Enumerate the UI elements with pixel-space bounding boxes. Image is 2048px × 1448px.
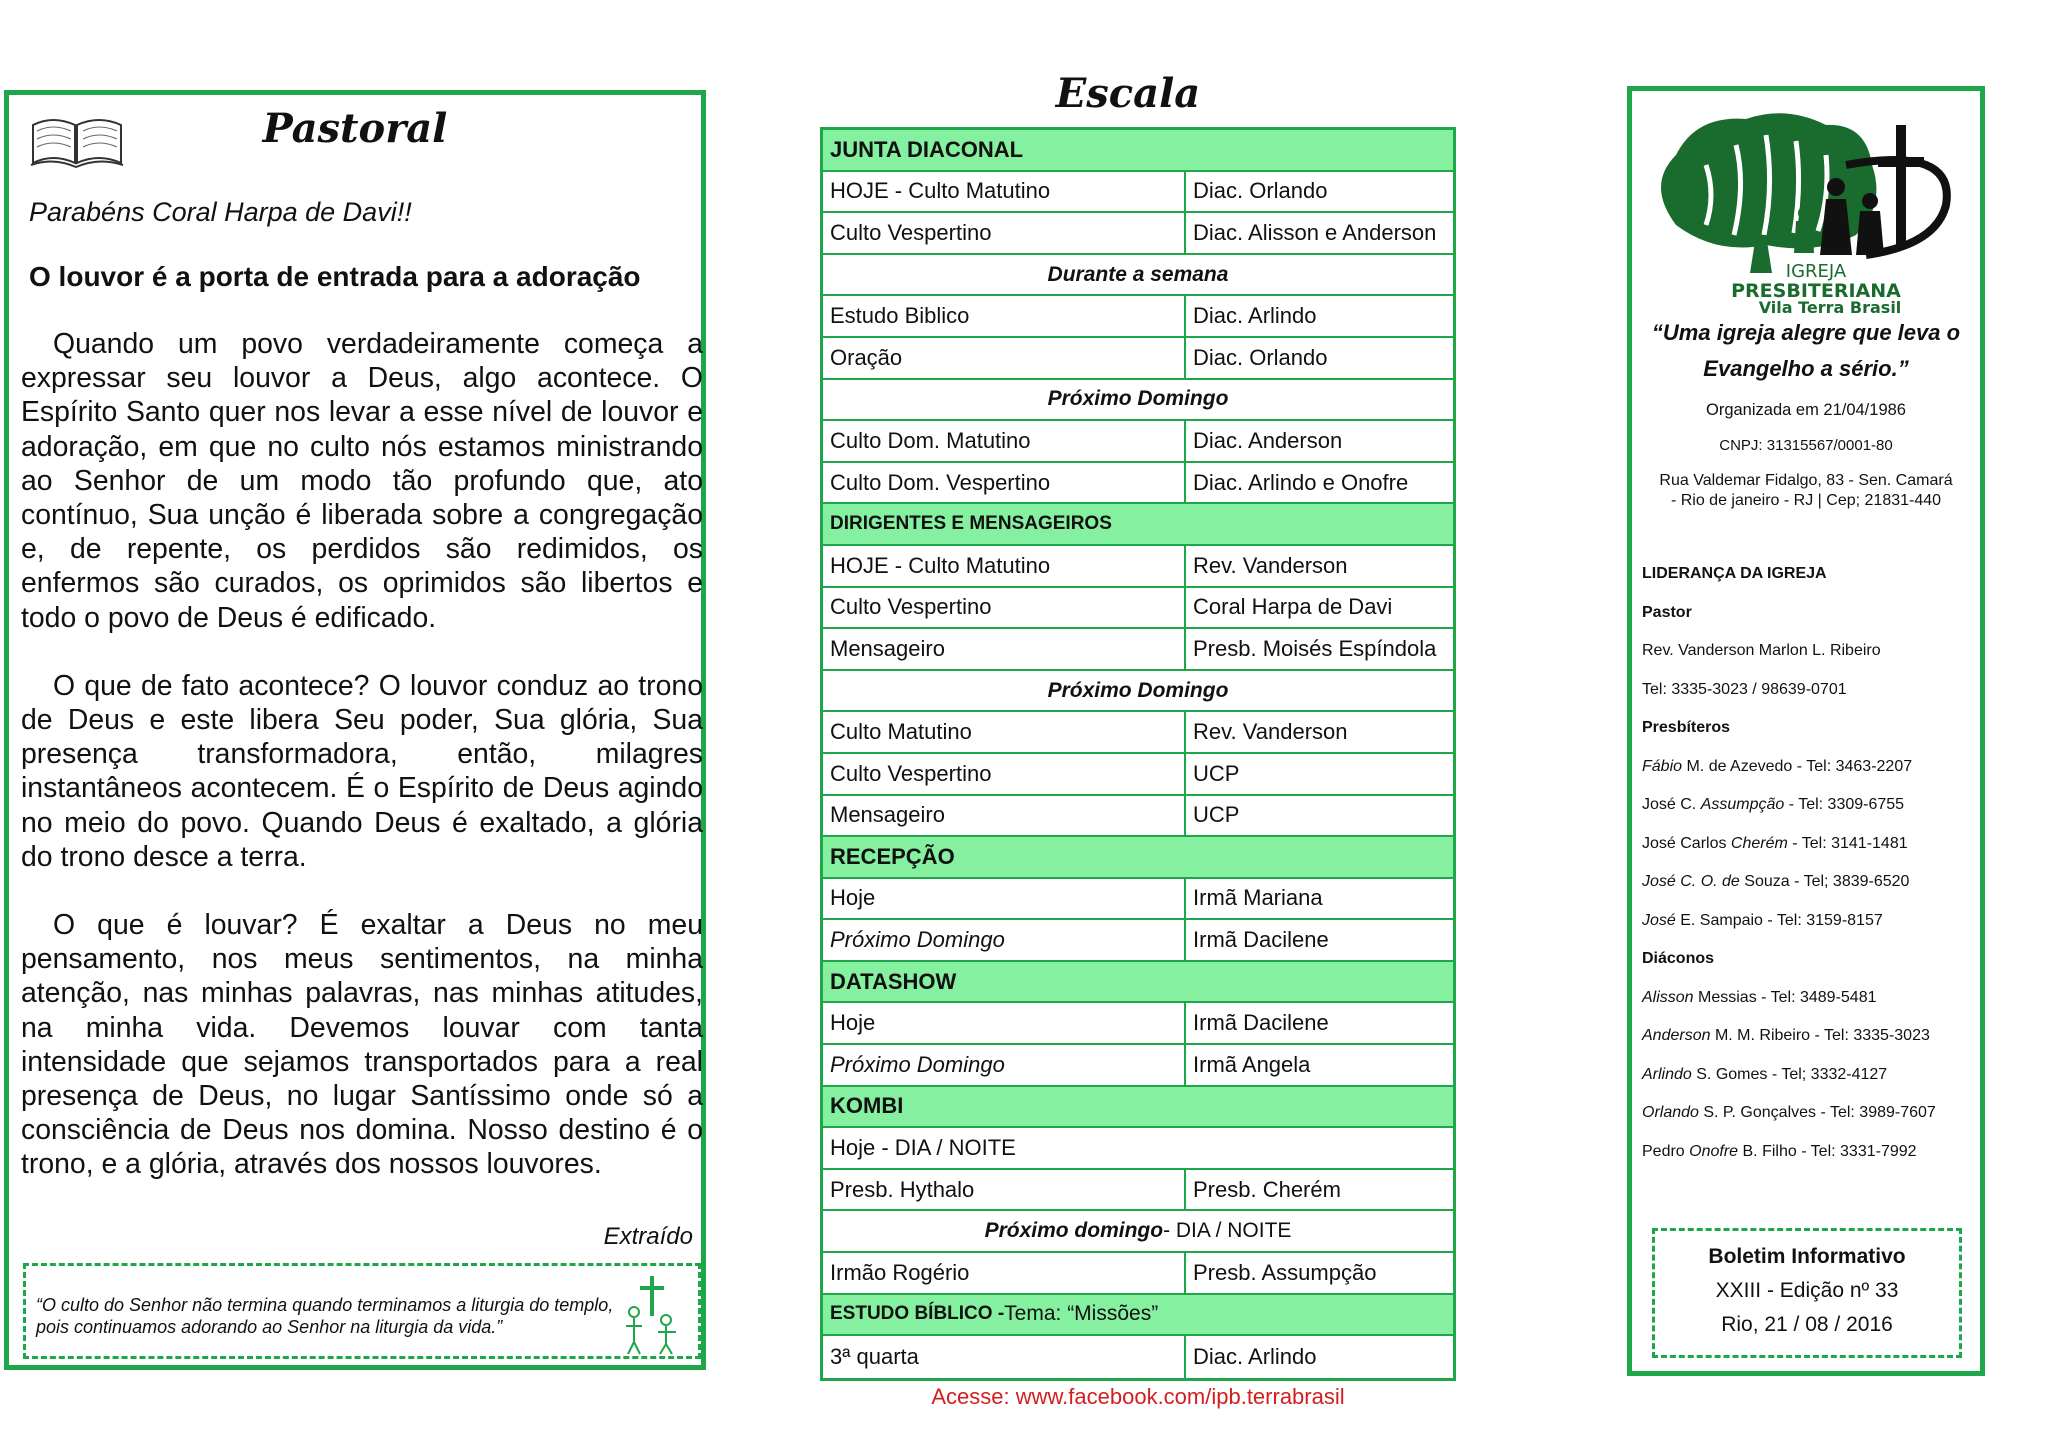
leadership-entry (1642, 758, 1982, 797)
row-person: Rev. Vanderson (1193, 552, 1348, 578)
leadership-entry (1642, 873, 1982, 912)
entry-text: E. Sampaio - Tel: 3159-8157 (1675, 911, 1883, 929)
row-activity: Culto Dom. Vespertino (823, 463, 1186, 503)
article-paragraph-2: O que de fato acontece? O louvor conduz ao trono de Deus e este libera Seu poder, Sua glória, Sua presença transformadora, então, milagres instantâneos acontecem. É o Espírito de Deus agindo no meio do povo. Quando Deus é exaltado, a glória do trono desce a terra. (21, 669, 703, 873)
entry-italic: José C. O. de (1642, 873, 1740, 890)
logo-line-2: PRESBITERIANA (1731, 280, 1901, 302)
entry-text: S. Gomes - Tel; 3332-4127 (1691, 1065, 1888, 1083)
leadership-heading (1642, 565, 1982, 604)
church-logo-icon (1646, 105, 1966, 315)
church-logo-small-icon (620, 1272, 686, 1356)
row-activity: 3ª quarta (823, 1336, 1186, 1378)
row-activity: Estudo Biblico (823, 296, 1186, 336)
bulletin-edition: XXIII - Edição nº 33 (1715, 1279, 1899, 1302)
entry-italic: Onofre (1689, 1142, 1739, 1160)
section-header (823, 837, 1453, 879)
table-row (823, 796, 1453, 838)
row-activity: HOJE - Culto Matutino (823, 172, 1186, 212)
row-activity: Próximo Domingo (823, 1045, 1186, 1085)
entry-text: - Tel: 3141-1481 (1787, 834, 1908, 852)
article-heading: O louvor é a porta de entrada para a adoração (29, 261, 641, 292)
row-person: Rev. Vanderson (1193, 719, 1348, 745)
table-row (823, 879, 1453, 921)
entry-text: Presbíteros (1642, 719, 1731, 736)
entry-text: B. Filho - Tel: 3331-7992 (1738, 1142, 1917, 1160)
row-activity: Mensageiro (823, 796, 1186, 836)
pastoral-title: Pastoral (262, 105, 448, 152)
leadership-heading (1642, 950, 1982, 989)
logo-line-1: IGREJA (1785, 261, 1847, 282)
row-person: Diac. Arlindo (1193, 303, 1317, 329)
leadership-entry (1642, 1066, 1982, 1105)
quote-text: “O culto do Senhor não termina quando terminamos a liturgia do templo, pois continuamos adorando ao Senhor na liturgia da vida.” (36, 1295, 614, 1337)
motto-line-1: “Uma igreja alegre que leva o (1651, 320, 1961, 345)
article-paragraph-3: O que é louvar? É exaltar a Deus no meu pensamento, nos meus sentimentos, na minha atenção, nas minhas palavras, nas minhas atitudes, na minha vida. Devemos louvar com tanta intensidade que sejamos transportados para a real presença de Deus, no lugar Santíssimo onde só a consciência de Deus nos domina. Nosso destino é o trono, e a glória, através dos nossos louvores. (21, 909, 703, 1181)
row-activity: Próximo Domingo (823, 920, 1186, 960)
church-info-panel (1627, 86, 1985, 1376)
leadership-entry (1642, 681, 1982, 720)
source-label: Extraído (603, 1223, 693, 1250)
leadership-entry (1642, 796, 1982, 835)
leadership-heading (1642, 719, 1982, 758)
entry-text: M. de Azevedo - Tel: 3463-2207 (1682, 757, 1913, 775)
row-person: Irmã Angela (1193, 1051, 1311, 1077)
subsection-label: Próximo Domingo (1047, 678, 1229, 702)
row-person: Presb. Moisés Espíndola (1193, 635, 1437, 661)
entry-italic: Anderson (1642, 1027, 1711, 1044)
entry-italic: José (1642, 911, 1676, 929)
leadership-entry (1642, 1143, 1982, 1182)
address-line-2: - Rio de janeiro - RJ | Cep; 21831-440 (1670, 492, 1942, 509)
section-header (823, 1295, 1453, 1337)
table-row (823, 338, 1453, 380)
pastoral-panel (4, 90, 706, 1370)
leadership-entry (1642, 1027, 1982, 1066)
row-label: Hoje - DIA / NOITE (830, 1135, 1016, 1161)
row-activity: Culto Vespertino (823, 588, 1186, 628)
subsection-label: Próximo Domingo (1047, 387, 1229, 411)
entry-text: - Tel: 3309-6755 (1784, 796, 1905, 813)
entry-text: S. P. Gonçalves - Tel: 3989-7607 (1698, 1104, 1936, 1121)
table-row (823, 546, 1453, 588)
row-activity: Culto Vespertino (823, 213, 1186, 253)
section-header (823, 962, 1453, 1004)
subsection-header (823, 255, 1453, 297)
subsection-label: Durante a semana (1047, 262, 1229, 286)
motto-line-2: Evangelho a sério.” (1703, 356, 1909, 381)
row-activity: Irmão Rogério (823, 1253, 1186, 1293)
entry-prefix: José Carlos (1642, 834, 1731, 852)
leadership-entry (1642, 989, 1982, 1028)
table-row (823, 1253, 1453, 1295)
row-person: Diac. Arlindo e Onofre (1193, 469, 1409, 495)
quote-box (23, 1263, 701, 1359)
leadership-list (1642, 565, 1982, 1181)
row-activity: Hoje (823, 879, 1186, 919)
table-row (823, 754, 1453, 796)
entry-italic: Arlindo (1642, 1065, 1692, 1083)
leadership-heading (1642, 604, 1982, 643)
escala-title: Escala (1055, 70, 1201, 117)
address-line-1: Rua Valdemar Fidalgo, 83 - Sen. Camará (1659, 472, 1953, 489)
entry-prefix: Pedro (1642, 1142, 1690, 1160)
entry-text: Rev. Vanderson Marlon L. Ribeiro (1642, 642, 1881, 659)
bulletin-date: Rio, 21 / 08 / 2016 (1721, 1313, 1893, 1336)
row-person: Diac. Orlando (1193, 178, 1328, 204)
bulletin-title: Boletim Informativo (1708, 1245, 1906, 1268)
row-person: Diac. Orlando (1193, 344, 1328, 370)
article-paragraph-1: Quando um povo verdadeiramente começa a expressar seu louvor a Deus, algo acontece. O Espírito Santo quer nos levar a esse nível de louvor e adoração, em que no culto nós estamos ministrando ao Senhor de um modo tão profundo que, ato contínuo, Sua unção é liberada sobre a congregação e, de repente, os perdidos são redimidos, os enfermos são curados, os oprimidos são libertos e todo o povo de Deus é edificado. (21, 328, 703, 634)
row-person: Irmã Dacilene (1193, 1010, 1329, 1036)
subsection-header (823, 671, 1453, 713)
entry-italic: Cherém (1730, 834, 1788, 852)
table-row (823, 421, 1453, 463)
table-row (823, 588, 1453, 630)
row-person: Presb. Cherém (1193, 1176, 1341, 1202)
entry-text: Souza - Tel; 3839-6520 (1739, 873, 1910, 890)
subsection-suffix: - DIA / NOITE (1163, 1219, 1292, 1243)
entry-text: M. M. Ribeiro - Tel: 3335-3023 (1710, 1027, 1930, 1044)
row-activity: Mensageiro (823, 629, 1186, 669)
section-header (823, 504, 1453, 546)
row-person: Coral Harpa de Davi (1193, 594, 1393, 620)
table-row (823, 712, 1453, 754)
section-header-label: RECEPÇÃO (830, 843, 955, 869)
row-person: UCP (1193, 760, 1240, 786)
bulletin-box (1652, 1228, 1962, 1358)
cnpj-text: CNPJ: 31315567/0001-80 (1719, 437, 1893, 454)
section-header-label: JUNTA DIACONAL (830, 136, 1024, 162)
entry-italic: Alisson (1642, 988, 1694, 1006)
table-row (823, 463, 1453, 505)
entry-italic: Orlando (1642, 1104, 1699, 1121)
facebook-link[interactable]: Acesse: www.facebook.com/ipb.terrabrasil (931, 1384, 1345, 1409)
table-row (823, 1170, 1453, 1212)
table-row (823, 629, 1453, 671)
leadership-entry (1642, 1104, 1982, 1143)
row-person: Irmã Dacilene (1193, 927, 1329, 953)
entry-text: LIDERANÇA DA IGREJA (1642, 565, 1827, 582)
entry-italic: Fábio (1642, 757, 1683, 775)
entry-italic: Assumpção (1700, 796, 1785, 813)
section-header-label: DATASHOW (830, 968, 957, 994)
entry-text: Tel: 3335-3023 / 98639-0701 (1642, 680, 1847, 698)
entry-prefix: José C. (1642, 796, 1701, 813)
church-motto (1632, 315, 1980, 387)
table-row (823, 296, 1453, 338)
escala-table (820, 127, 1456, 1381)
article-body (21, 327, 703, 1216)
section-header-label: ESTUDO BÍBLICO - (830, 1303, 1005, 1325)
section-header-label: KOMBI (830, 1093, 904, 1119)
row-person: Diac. Arlindo (1193, 1344, 1317, 1370)
subsection-header (823, 1211, 1453, 1253)
section-header (823, 130, 1453, 172)
table-row (823, 1003, 1453, 1045)
church-address (1640, 471, 1972, 511)
logo-line-3: Vila Terra Brasil (1758, 298, 1902, 315)
organized-date: Organizada em 21/04/1986 (1706, 401, 1906, 419)
subsection-header (823, 380, 1453, 422)
table-row (823, 1336, 1453, 1378)
leadership-entry (1642, 835, 1982, 874)
entry-text: Pastor (1642, 603, 1692, 621)
row-activity: HOJE - Culto Matutino (823, 546, 1186, 586)
row-activity: Culto Matutino (823, 712, 1186, 752)
row-person: Diac. Anderson (1193, 427, 1343, 453)
leadership-entry (1642, 642, 1982, 681)
section-header (823, 1087, 1453, 1129)
table-row (823, 1045, 1453, 1087)
entry-text: Diáconos (1642, 950, 1715, 967)
subsection-label: Próximo domingo (984, 1219, 1164, 1243)
row-person: Irmã Mariana (1193, 885, 1323, 911)
row-person: UCP (1193, 802, 1240, 828)
row-activity: Culto Dom. Matutino (823, 421, 1186, 461)
leadership-entry (1642, 912, 1982, 951)
row-person: Presb. Assumpção (1193, 1259, 1377, 1285)
section-header-label: DIRIGENTES E MENSAGEIROS (830, 513, 1112, 535)
entry-text: Messias - Tel: 3489-5481 (1693, 988, 1877, 1006)
row-activity: Culto Vespertino (823, 754, 1186, 794)
row-activity: Presb. Hythalo (823, 1170, 1186, 1210)
congrats-text: Parabéns Coral Harpa de Davi!! (29, 197, 412, 227)
table-row (823, 1128, 1453, 1170)
table-row (823, 172, 1453, 214)
row-activity: Hoje (823, 1003, 1186, 1043)
section-theme-label: Tema: “Missões” (1004, 1302, 1159, 1326)
table-row (823, 213, 1453, 255)
table-row (823, 920, 1453, 962)
row-activity: Oração (823, 338, 1186, 378)
row-person: Diac. Alisson e Anderson (1193, 219, 1437, 245)
